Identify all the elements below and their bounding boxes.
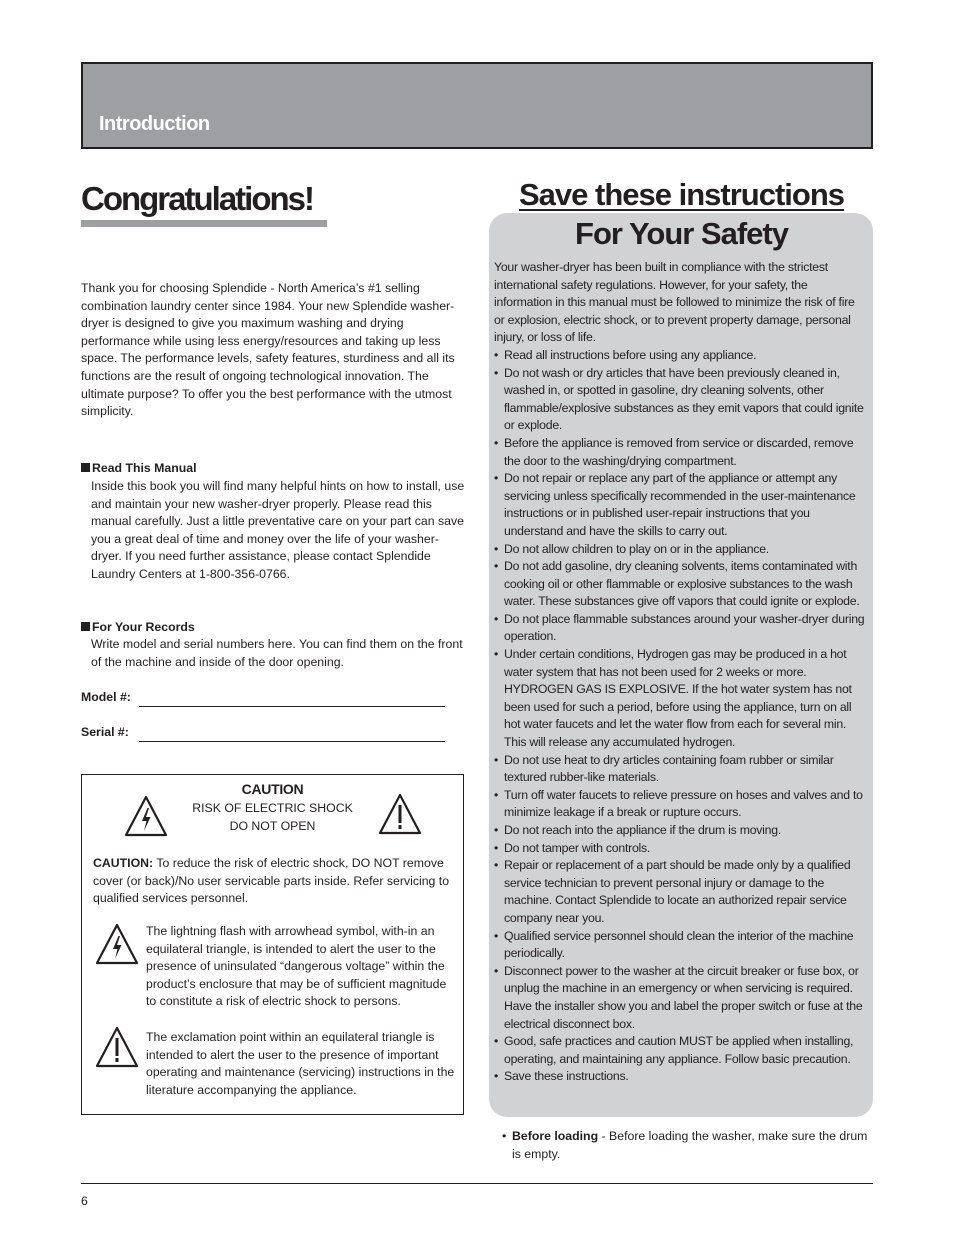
serial-number-label: Serial #:: [81, 725, 129, 739]
list-item: • Good, safe practices and caution MUST be applied when installing, operating, and maintaining any appliance. Follow basic precaution.: [494, 1033, 868, 1068]
before-loading-text: - Before loading the washer, make sure the drum is empty.: [512, 1129, 868, 1161]
caution-title: CAUTION: [241, 781, 304, 797]
read-manual-heading: [81, 461, 197, 475]
square-bullet-icon: [81, 622, 90, 631]
square-bullet-icon: [81, 463, 90, 472]
list-item: • Do not add gasoline, dry cleaning solvents, items contaminated with cooking oil or other flammable or explosive substances to the wash water. These substances give off vapors that could ignite or explode.: [494, 558, 868, 611]
list-item: • Save these instructions.: [494, 1068, 868, 1086]
caution-do-not-open-line: DO NOT OPEN: [229, 819, 316, 833]
caution-label: CAUTION:: [93, 856, 154, 870]
exclamation-warning-icon: [95, 1026, 139, 1068]
caution-box: [81, 774, 464, 1115]
serial-number-field[interactable]: [139, 741, 445, 742]
list-item: • Do not place flammable substances around your washer-dryer during operation.: [494, 611, 868, 646]
heading-underline-bar: [81, 220, 327, 227]
page-number: 6: [81, 1194, 88, 1208]
list-item: • Do not repair or replace any part of the appliance or attempt any servicing unless specifically recommended in the user-maintenance instructions or in published user-repair instructions that you understand and have the skills to carry out.: [494, 470, 868, 540]
list-item: • Turn off water faucets to relieve pressure on hoses and valves and to minimize leakage if a break or rupture occurs.: [494, 787, 868, 822]
list-item: • Read all instructions before using any appliance.: [494, 347, 868, 365]
before-loading-note: [502, 1128, 874, 1163]
records-body: Write model and serial numbers here. You can find them on the front of the machine and inside of the door opening.: [91, 637, 463, 669]
intro-paragraph: Thank you for choosing Splendide - North America’s #1 selling combination laundry center since 1984. Your new Splendide washer-dryer is designed to give you maximum washing and drying performance while using less energy/resources and taking up less space. The performance levels, safety features, sturdiness and all its functions are the result of ongoing technological innovation. The ultimate purpose? To offer you the best performance with the utmost simplicity.: [81, 281, 455, 419]
caution-text: To reduce the risk of electric shock, DO NOT remove cover (or back)/No user servicable parts inside. Refer servicing to qualified services personnel.: [93, 856, 450, 906]
before-loading-label: Before loading: [512, 1129, 599, 1143]
safety-bullet-list: [494, 347, 868, 1086]
bullet-icon: •: [502, 1129, 507, 1143]
safety-instructions-content: [494, 259, 868, 1086]
list-item: • Do not wash or dry articles that have been previously cleaned in, washed in, or spotted in gasoline, dry cleaning solvents, other flammable/explosive substances as they emit vapors that could ignite or explode.: [494, 365, 868, 435]
caution-paragraph: [93, 855, 455, 908]
list-item: • Under certain conditions, Hydrogen gas may be produced in a hot water system that has not been used for 2 weeks or more. HYDROGEN GAS IS EXPLOSIVE. If the hot water system has not been used for such a period, before using the appliance, turn on all hot water faucets and let the water flow from each for several min. This will release any accumulated hydrogen.: [494, 646, 868, 752]
list-item: • Disconnect power to the washer at the circuit breaker or fuse box, or unplug the machine in an emergency or when servicing is required. Have the installer show you and label the proper switch or fuse at the electrical disconnect box.: [494, 963, 868, 1033]
list-item: • Repair or replacement of a part should be made only by a qualified service technician to prevent personal injury or damage to the machine. Contact Splendide to locate an authorized repair service company near you.: [494, 857, 868, 927]
list-item: • Before the appliance is removed from service or discarded, remove the door to the washing/drying compartment.: [494, 435, 868, 470]
read-manual-heading-text: Read This Manual: [92, 461, 197, 475]
lightning-symbol-explanation: The lightning flash with arrowhead symbol, with-in an equilateral triangle, is intended to alert the user to the presence of uninsulated “dangerous voltage” within the product’s enclosure that may be of sufficient magnitude to constitute a risk of electric shock to persons.: [146, 924, 447, 1009]
exclamation-symbol-explanation: The exclamation point within an equilateral triangle is intended to alert the user to the presence of important operating and maintenance (servicing) instructions in the literature accompanying the appliance.: [146, 1030, 455, 1097]
caution-shock-line: RISK OF ELECTRIC SHOCK: [192, 801, 353, 815]
save-instructions-title: Save these instructions: [518, 177, 844, 212]
list-item: • Do not tamper with controls.: [494, 840, 868, 858]
safety-intro-paragraph: Your washer-dryer has been built in compliance with the strictest international safety regulations. However, for your safety, the information in this manual must be followed to minimize the risk of fire or explosion, electric shock, or to prevent property damage, personal injury, or loss of life.: [494, 260, 855, 345]
for-your-safety-title: For Your Safety: [575, 216, 788, 251]
congratulations-heading: Congratulations!: [81, 180, 313, 217]
list-item: • Do not reach into the appliance if the drum is moving.: [494, 822, 868, 840]
model-number-label: Model #:: [81, 690, 131, 704]
records-heading-text: For Your Records: [92, 620, 195, 634]
exclamation-warning-icon: [378, 793, 422, 835]
records-heading: [81, 620, 195, 634]
section-header-band: [81, 62, 873, 149]
list-item: • Qualified service personnel should clean the interior of the machine periodically.: [494, 928, 868, 963]
section-title: Introduction: [99, 113, 210, 135]
list-item: • Do not allow children to play on or in the appliance.: [494, 541, 868, 559]
read-manual-body: Inside this book you will find many helpful hints on how to install, use and maintain your new washer-dryer properly. Please read this manual carefully. Just a little preventative care on your part can save you a great deal of time and money over the life of your washer-dryer. If you need further assistance, please contact Splendide Laundry Centers at 1-800-356-0766.: [91, 479, 465, 581]
list-item: • Do not use heat to dry articles containing foam rubber or similar textured rubber-like materials.: [494, 752, 868, 787]
lightning-warning-icon: [124, 795, 168, 837]
footer-divider: [81, 1183, 873, 1184]
lightning-warning-icon: [95, 923, 139, 965]
model-number-field[interactable]: [139, 706, 445, 707]
